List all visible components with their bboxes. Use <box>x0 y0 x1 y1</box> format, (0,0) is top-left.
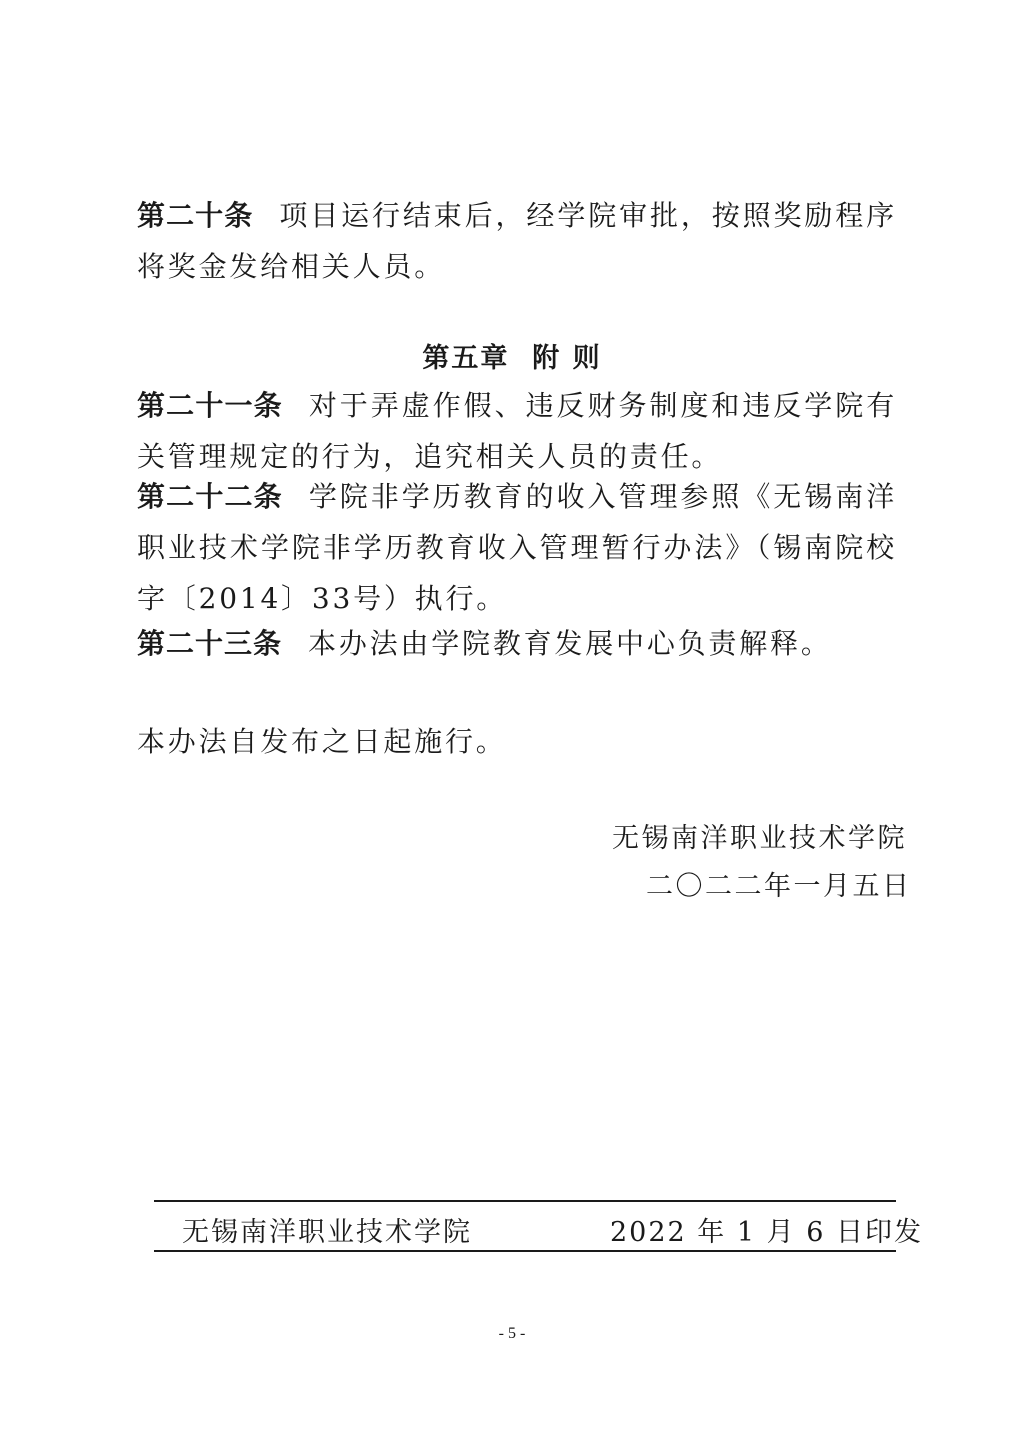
article-21-text: 对于弄虚作假、违反财务制度和违反学院有关管理规定的行为，追究相关人员的责任。 <box>137 389 897 473</box>
effective-statement: 本办法自发布之日起施行。 <box>137 725 507 758</box>
footer-issued-date: 2022 年 1 月 6 日印发 <box>610 1217 923 1248</box>
signature-org: 无锡南洋职业技术学院 <box>612 823 907 854</box>
signature-date: 二〇二二年一月五日 <box>646 871 912 902</box>
article-23-text: 本办法由学院教育发展中心负责解释。 <box>308 627 832 660</box>
article-20 <box>137 190 897 292</box>
chapter-title: 第五章 附 则 <box>422 343 602 374</box>
footer-org: 无锡南洋职业技术学院 <box>182 1217 472 1248</box>
article-21 <box>137 380 897 482</box>
footer-bottom-rule <box>154 1250 896 1252</box>
article-20-text: 项目运行结束后，经学院审批，按照奖励程序将奖金发给相关人员。 <box>137 199 897 283</box>
article-21-label: 第二十一条 <box>137 389 283 422</box>
article-23-label: 第二十三条 <box>137 627 283 660</box>
article-22 <box>137 471 897 624</box>
footer-top-rule <box>154 1200 896 1202</box>
article-22-text: 学院非学历教育的收入管理参照《无锡南洋职业技术学院非学历教育收入管理暂行办法》（锡南院校字〔2014〕33号）执行。 <box>137 480 897 615</box>
article-23 <box>137 618 897 669</box>
page-number: - 5 - <box>498 1325 526 1342</box>
article-20-label: 第二十条 <box>137 199 254 232</box>
article-22-label: 第二十二条 <box>137 480 283 513</box>
